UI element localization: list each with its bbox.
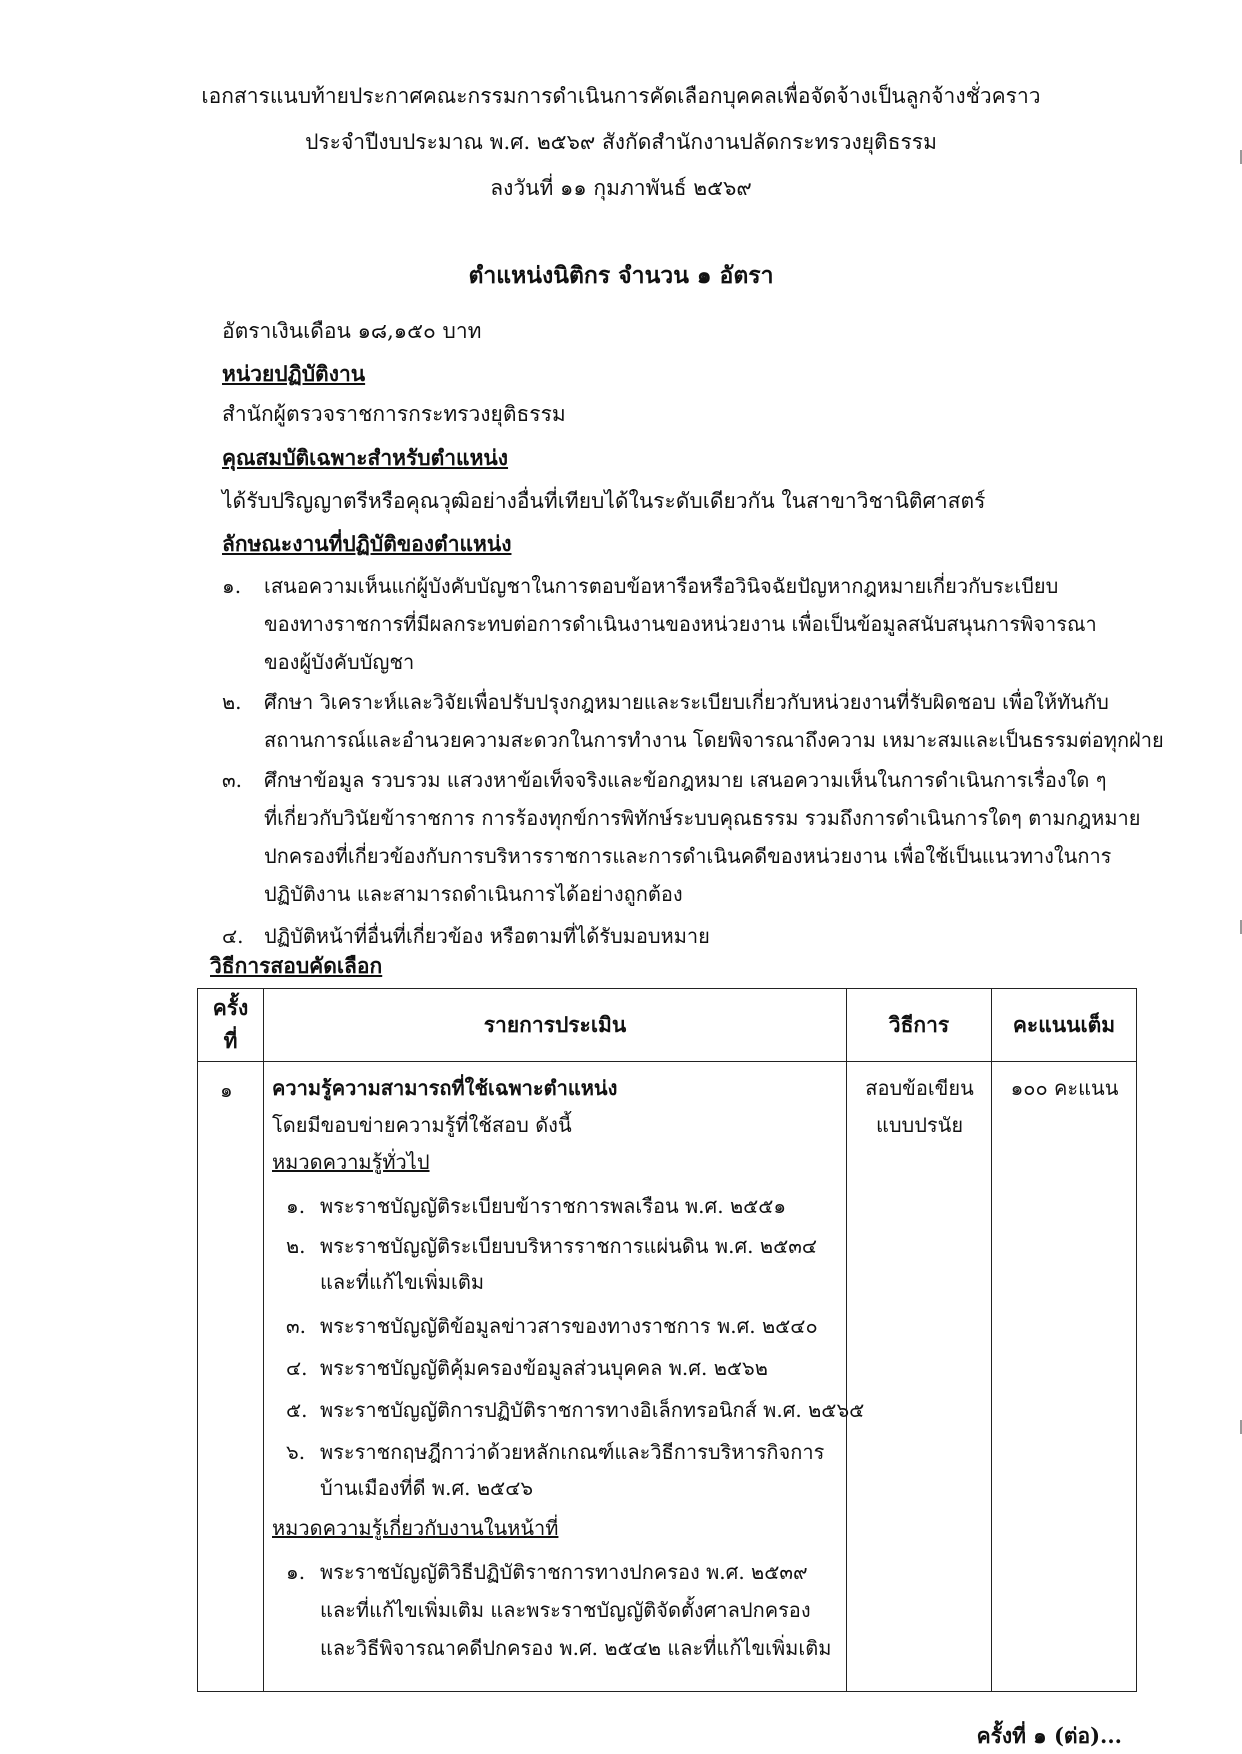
item-intro: โดยมีขอบข่ายความรู้ที่ใช้สอบ ดังนี้ bbox=[272, 1113, 572, 1137]
header-round bbox=[198, 989, 264, 1062]
group1-item-number: ๕. bbox=[286, 1398, 308, 1422]
group2-item-text: และวิธีพิจารณาคดีปกครอง พ.ศ. ๒๕๔๒ และที่แก้ไขเพิ่มเติม bbox=[320, 1636, 832, 1660]
method-line1: สอบข้อเขียน bbox=[865, 1076, 974, 1100]
group2-item-number: ๑. bbox=[286, 1560, 306, 1584]
table-row bbox=[198, 1062, 1137, 1692]
unit-value: สำนักผู้ตรวจราชการกระทรวงยุติธรรม bbox=[222, 402, 566, 426]
header-score: คะแนนเต็ม bbox=[992, 989, 1137, 1062]
group1-item-text: พระราชบัญญัติคุ้มครองข้อมูลส่วนบุคคล พ.ศ. ๒๕๖๒ bbox=[320, 1356, 768, 1380]
group1-item-number: ๔. bbox=[286, 1356, 308, 1380]
item-cell bbox=[264, 1062, 865, 1692]
duty-text: ศึกษาข้อมูล รวบรวม แสวงหาข้อเท็จจริงและข้อกฎหมาย เสนอความเห็นในการดำเนินการเรื่องใด ๆ bbox=[264, 768, 1107, 792]
group1-item-text: บ้านเมืองที่ดี พ.ศ. ๒๕๔๖ bbox=[320, 1476, 534, 1500]
method-line2: แบบปรนัย bbox=[875, 1113, 964, 1137]
duty-text: ปกครองที่เกี่ยวข้องกับการบริหารราชการและการดำเนินคดีของหน่วยงาน เพื่อใช้เป็นแนวทางในการ bbox=[264, 844, 1112, 868]
group1-heading: หมวดความรู้ทั่วไป bbox=[272, 1150, 430, 1174]
table-header-row bbox=[198, 989, 1137, 1062]
evaluation-table bbox=[197, 988, 1137, 1692]
duties-heading: ลักษณะงานที่ปฏิบัติของตำแหน่ง bbox=[222, 531, 512, 556]
header-line-3: ลงวันที่ ๑๑ กุมภาพันธ์ ๒๕๖๙ bbox=[490, 176, 752, 200]
header-round-line2: ที่ bbox=[223, 1028, 238, 1053]
unit-heading: หน่วยปฏิบัติงาน bbox=[222, 361, 366, 386]
duty-text: เสนอความเห็นแก่ผู้บังคับบัญชาในการตอบข้อหารือหรือวินิจฉัยปัญหากฎหมายเกี่ยวกับระเบียบ bbox=[264, 574, 1059, 598]
group1-item-text: พระราชบัญญัติการปฏิบัติราชการทางอิเล็กทรอนิกส์ พ.ศ. ๒๕๖๕ bbox=[320, 1398, 865, 1422]
group2-heading: หมวดความรู้เกี่ยวกับงานในหน้าที่ bbox=[272, 1516, 559, 1540]
group1-item-number: ๑. bbox=[286, 1194, 306, 1218]
duty-text: ปฏิบัติหน้าที่อื่นที่เกี่ยวข้อง หรือตามที่ได้รับมอบหมาย bbox=[264, 924, 710, 948]
continued-note: ครั้งที่ ๑ (ต่อ)... bbox=[976, 1723, 1122, 1748]
duty-text: ของทางราชการที่มีผลกระทบต่อการดำเนินงานของหน่วยงาน เพื่อเป็นข้อมูลสนับสนุนการพิจารณา bbox=[264, 612, 1097, 636]
group2-item-text: พระราชบัญญัติวิธีปฏิบัติราชการทางปกครอง พ.ศ. ๒๕๓๙ bbox=[320, 1560, 808, 1584]
group1-item-text: พระราชบัญญัติข้อมูลข่าวสารของทางราชการ พ.ศ. ๒๕๔๐ bbox=[320, 1314, 818, 1338]
header-line-2: ประจำปีงบประมาณ พ.ศ. ๒๕๖๙ สังกัดสำนักงานปลัดกระทรวงยุติธรรม bbox=[305, 130, 937, 154]
score-cell bbox=[992, 1062, 1137, 1692]
duty-text: ศึกษา วิเคราะห์และวิจัยเพื่อปรับปรุงกฎหมายและระเบียบเกี่ยวกับหน่วยงานที่รับผิดชอบ เพื่อให้ทันกับ bbox=[264, 690, 1109, 714]
group1-item-number: ๓. bbox=[286, 1314, 307, 1338]
qualification-heading: คุณสมบัติเฉพาะสำหรับตำแหน่ง bbox=[222, 445, 509, 470]
duty-number: ๓. bbox=[222, 768, 243, 792]
group1-item-text: พระราชกฤษฎีกาว่าด้วยหลักเกณฑ์และวิธีการบริหารกิจการ bbox=[320, 1440, 825, 1464]
round-number: ๑ bbox=[220, 1078, 233, 1102]
duty-number: ๑. bbox=[222, 574, 242, 598]
position-title: ตำแหน่งนิติกร จำนวน ๑ อัตรา bbox=[468, 262, 774, 289]
duty-text: ของผู้บังคับบัญชา bbox=[264, 650, 415, 674]
header-line-1: เอกสารแนบท้ายประกาศคณะกรรมการดำเนินการคัดเลือกบุคคลเพื่อจัดจ้างเป็นลูกจ้างชั่วคราว bbox=[201, 84, 1041, 108]
duty-number: ๔. bbox=[222, 924, 244, 948]
header-method: วิธีการ bbox=[847, 989, 992, 1062]
group2-item-text: และที่แก้ไขเพิ่มเติม และพระราชบัญญัติจัดตั้งศาลปกครอง bbox=[320, 1598, 811, 1622]
header-item: รายการประเมิน bbox=[264, 989, 847, 1062]
duty-number: ๒. bbox=[222, 690, 242, 714]
group1-item-text: พระราชบัญญัติระเบียบบริหารราชการแผ่นดิน พ.ศ. ๒๕๓๔ bbox=[320, 1234, 818, 1258]
group1-item-number: ๖. bbox=[286, 1440, 306, 1464]
selection-heading: วิธีการสอบคัดเลือก bbox=[210, 953, 383, 978]
group1-item-number: ๒. bbox=[286, 1234, 306, 1258]
score-value: ๑๐๐ คะแนน bbox=[1010, 1076, 1119, 1100]
method-cell bbox=[847, 1062, 992, 1692]
qualification-value: ได้รับปริญญาตรีหรือคุณวุฒิอย่างอื่นที่เทียบได้ในระดับเดียวกัน ในสาขาวิชานิติศาสตร์ bbox=[222, 489, 986, 513]
salary-text: อัตราเงินเดือน ๑๘,๑๕๐ บาท bbox=[222, 319, 482, 343]
duty-text: ปฏิบัติงาน และสามารถดำเนินการได้อย่างถูกต้อง bbox=[264, 882, 683, 906]
round-cell bbox=[198, 1062, 264, 1692]
duty-text: สถานการณ์และอำนวยความสะดวกในการทำงาน โดยพิจารณาถึงความ เหมาะสมและเป็นธรรมต่อทุกฝ่าย bbox=[264, 728, 1164, 752]
group1-item-text: พระราชบัญญัติระเบียบข้าราชการพลเรือน พ.ศ. ๒๕๕๑ bbox=[320, 1194, 787, 1218]
group1-item-text: และที่แก้ไขเพิ่มเติม bbox=[320, 1270, 485, 1294]
duty-text: ที่เกี่ยวกับวินัยข้าราชการ การร้องทุกข์การพิทักษ์ระบบคุณธรรม รวมถึงการดำเนินการใดๆ ตามกฎหมาย bbox=[264, 806, 1141, 830]
header-round-line1: ครั้ง bbox=[212, 995, 249, 1020]
item-title: ความรู้ความสามารถที่ใช้เฉพาะตำแหน่ง bbox=[272, 1076, 618, 1100]
